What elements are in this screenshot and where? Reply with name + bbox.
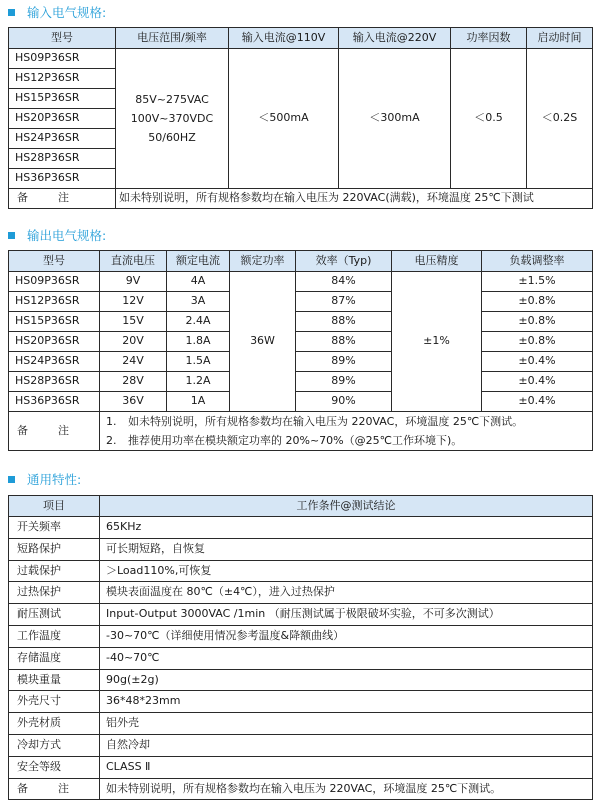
model-cell: HS09P36SR	[9, 49, 116, 69]
table-row	[9, 272, 593, 292]
remark-label-char: 备	[17, 191, 28, 205]
table-row	[9, 734, 593, 756]
note-item	[106, 431, 589, 450]
general-section-title	[8, 470, 81, 488]
table-row	[9, 625, 593, 647]
remark-label-char: 备	[17, 423, 28, 437]
remark-label	[9, 412, 100, 451]
table-row	[9, 332, 593, 352]
current-cell: 1.8A	[167, 332, 230, 352]
table-row	[9, 756, 593, 778]
section-bullet-icon	[8, 9, 15, 16]
item-cell: 短路保护	[9, 538, 100, 560]
header-cell: 额定功率	[230, 251, 296, 272]
header-cell: 输入电流@110V	[229, 28, 339, 49]
table-header-row	[9, 28, 593, 49]
voltage-line: 50/60HZ	[148, 131, 196, 144]
model-cell: HS28P36SR	[9, 149, 116, 169]
remark-label-char: 注	[58, 191, 69, 205]
item-cell: 冷却方式	[9, 734, 100, 756]
efficiency-cell: 84%	[296, 272, 392, 292]
table-row	[9, 713, 593, 735]
model-cell: HS36P36SR	[9, 169, 116, 189]
power-factor-cell: ＜0.5	[451, 49, 527, 189]
remark-row	[9, 189, 593, 209]
voltage-line: 85V~275VAC	[135, 93, 209, 106]
item-cell: 模块重量	[9, 669, 100, 691]
voltage-cell: 9V	[100, 272, 167, 292]
input-spec-table	[8, 27, 593, 209]
general-spec-table	[8, 495, 593, 800]
efficiency-cell: 89%	[296, 372, 392, 392]
current-cell: 3A	[167, 292, 230, 312]
current-cell: 1.5A	[167, 352, 230, 372]
note-number: 1.	[106, 415, 117, 428]
voltage-cell: 15V	[100, 312, 167, 332]
output-section-title	[8, 226, 106, 244]
rated-power-cell: 36W	[230, 272, 296, 412]
voltage-cell: 24V	[100, 352, 167, 372]
note-text: 如未特别说明，所有规格参数均在输入电压为 220VAC，环境温度 25℃下测试。	[128, 415, 524, 428]
input-current-110-cell: ＜500mA	[229, 49, 339, 189]
remark-label	[9, 189, 116, 209]
section-bullet-icon	[8, 476, 15, 483]
voltage-range-cell	[116, 49, 229, 189]
item-cell: 外壳材质	[9, 713, 100, 735]
note-number: 2.	[106, 434, 117, 447]
efficiency-cell: 87%	[296, 292, 392, 312]
model-cell: HS15P36SR	[9, 89, 116, 109]
value-cell: -30~70℃（详细使用情况参考温度&降额曲线）	[100, 625, 593, 647]
header-cell: 额定电流	[167, 251, 230, 272]
item-cell: 耐压测试	[9, 604, 100, 626]
model-cell: HS09P36SR	[9, 272, 100, 292]
value-cell: 65KHz	[100, 517, 593, 539]
remark-text: 如未特别说明，所有规格参数均在输入电压为 220VAC，环境温度 25℃下测试。	[100, 778, 593, 800]
remark-notes	[100, 412, 593, 451]
table-row	[9, 647, 593, 669]
remark-label-char: 注	[58, 423, 69, 437]
header-cell: 电压范围/频率	[116, 28, 229, 49]
table-row	[9, 582, 593, 604]
note-text: 推荐使用功率在模块额定功率的 20%~70%（@25℃工作环境下)。	[128, 434, 463, 447]
header-cell: 功率因数	[451, 28, 527, 49]
load-regulation-cell: ±0.4%	[482, 352, 593, 372]
model-cell: HS36P36SR	[9, 392, 100, 412]
load-regulation-cell: ±0.8%	[482, 312, 593, 332]
value-cell: 90g(±2g)	[100, 669, 593, 691]
model-cell: HS12P36SR	[9, 69, 116, 89]
table-header-row	[9, 496, 593, 517]
model-cell: HS12P36SR	[9, 292, 100, 312]
table-row	[9, 691, 593, 713]
item-cell: 外壳尺寸	[9, 691, 100, 713]
model-cell: HS24P36SR	[9, 352, 100, 372]
model-cell: HS24P36SR	[9, 129, 116, 149]
header-cell: 工作条件@测试结论	[100, 496, 593, 517]
header-cell: 电压精度	[392, 251, 482, 272]
voltage-line: 100V~370VDC	[130, 112, 214, 125]
voltage-accuracy-cell: ±1%	[392, 272, 482, 412]
load-regulation-cell: ±0.4%	[482, 372, 593, 392]
header-cell: 效率（Typ)	[296, 251, 392, 272]
current-cell: 4A	[167, 272, 230, 292]
table-row	[9, 49, 593, 69]
startup-time-cell: ＜0.2S	[527, 49, 593, 189]
table-row	[9, 604, 593, 626]
header-cell: 输入电流@220V	[339, 28, 451, 49]
value-cell: 36*48*23mm	[100, 691, 593, 713]
output-section-title-text: 输出电气规格:	[27, 228, 107, 243]
voltage-cell: 36V	[100, 392, 167, 412]
efficiency-cell: 88%	[296, 332, 392, 352]
header-cell: 直流电压	[100, 251, 167, 272]
current-cell: 1.2A	[167, 372, 230, 392]
general-section-title-text: 通用特性:	[27, 472, 82, 487]
item-cell: 存储温度	[9, 647, 100, 669]
table-row	[9, 392, 593, 412]
value-cell: CLASS Ⅱ	[100, 756, 593, 778]
remark-label-char: 注	[58, 781, 69, 795]
table-row	[9, 312, 593, 332]
voltage-cell: 28V	[100, 372, 167, 392]
value-cell: 可长期短路，自恢复	[100, 538, 593, 560]
header-cell: 负载调整率	[482, 251, 593, 272]
voltage-cell: 20V	[100, 332, 167, 352]
table-row	[9, 669, 593, 691]
load-regulation-cell: ±0.8%	[482, 292, 593, 312]
header-cell: 型号	[9, 28, 116, 49]
header-cell: 启动时间	[527, 28, 593, 49]
item-cell: 开关频率	[9, 517, 100, 539]
input-section-title	[8, 3, 106, 21]
table-header-row	[9, 251, 593, 272]
current-cell: 2.4A	[167, 312, 230, 332]
remark-text: 如未特别说明，所有规格参数均在输入电压为 220VAC(满载)，环境温度 25℃下测试	[116, 189, 593, 209]
output-spec-table	[8, 250, 593, 451]
model-cell: HS15P36SR	[9, 312, 100, 332]
item-cell: 过热保护	[9, 582, 100, 604]
load-regulation-cell: ±1.5%	[482, 272, 593, 292]
item-cell: 工作温度	[9, 625, 100, 647]
load-regulation-cell: ±0.8%	[482, 332, 593, 352]
table-row	[9, 292, 593, 312]
header-cell: 型号	[9, 251, 100, 272]
section-bullet-icon	[8, 232, 15, 239]
note-item	[106, 412, 589, 431]
model-cell: HS28P36SR	[9, 372, 100, 392]
value-cell: 模块表面温度在 80℃（±4℃），进入过热保护	[100, 582, 593, 604]
efficiency-cell: 88%	[296, 312, 392, 332]
model-cell: HS20P36SR	[9, 332, 100, 352]
voltage-cell: 12V	[100, 292, 167, 312]
item-cell: 安全等级	[9, 756, 100, 778]
value-cell: ＞Load110%,可恢复	[100, 560, 593, 582]
current-cell: 1A	[167, 392, 230, 412]
remark-row	[9, 778, 593, 800]
remark-label-char: 备	[17, 781, 28, 795]
table-row	[9, 372, 593, 392]
value-cell: 自然冷却	[100, 734, 593, 756]
remark-row	[9, 412, 593, 451]
table-row	[9, 352, 593, 372]
load-regulation-cell: ±0.4%	[482, 392, 593, 412]
table-row	[9, 517, 593, 539]
value-cell: -40~70℃	[100, 647, 593, 669]
remark-label	[9, 778, 100, 800]
value-cell: Input-Output 3000VAC /1min （耐压测试属于极限破坏实验，不可多次测试）	[100, 604, 593, 626]
input-current-220-cell: ＜300mA	[339, 49, 451, 189]
efficiency-cell: 89%	[296, 352, 392, 372]
table-row	[9, 538, 593, 560]
table-row	[9, 560, 593, 582]
model-cell: HS20P36SR	[9, 109, 116, 129]
item-cell: 过载保护	[9, 560, 100, 582]
header-cell: 项目	[9, 496, 100, 517]
input-section-title-text: 输入电气规格:	[27, 5, 107, 20]
efficiency-cell: 90%	[296, 392, 392, 412]
value-cell: 铝外壳	[100, 713, 593, 735]
